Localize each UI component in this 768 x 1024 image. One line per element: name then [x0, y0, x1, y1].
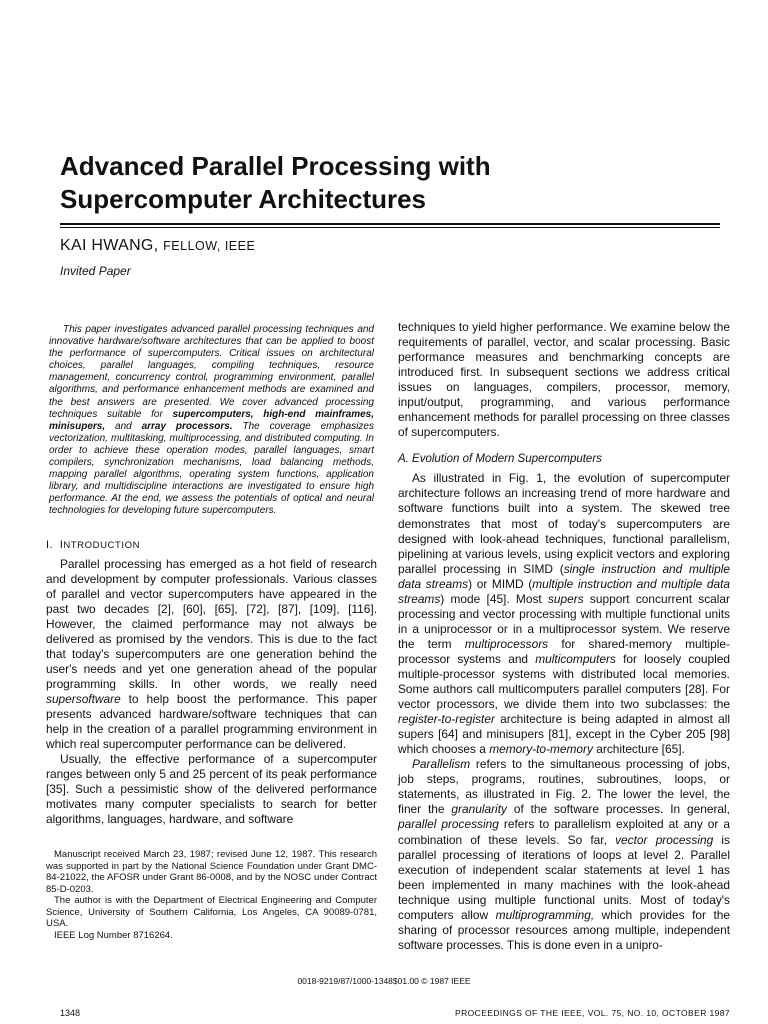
- page-number: 1348: [60, 1008, 81, 1018]
- section-heading-introduction: I. INTRODUCTION: [46, 538, 141, 551]
- footnote-received: Manuscript received March 23, 1987; revised June 12, 1987. This research was supported in part by the National Science Foundation under Grant DMC-84-21022, the AFOSR under Grant 86-0008, and by the NOSC under Contract 85-D-0203.: [46, 849, 377, 895]
- author-name: KAI HWANG,: [60, 237, 159, 254]
- footnote-affiliation: The author is with the Department of Electrical Engineering and Computer Science, University of Southern California, Los Angeles, CA 90089-0781, USA.: [46, 895, 377, 930]
- subsection-heading-evolution: A. Evolution of Modern Supercomputers: [398, 453, 602, 466]
- right-intro-paragraph: techniques to yield higher performance. We examine below the requirements of parallel, vector, and scalar processing. Basic performance measures and benchmarking concepts are introduced first. In subsequent sections we address critical issues on languages, compilers, processor, memory, input/output, programming, and various performance enhancement methods for parallel processing on three classes of supercomputers.: [398, 320, 730, 440]
- copyright-line: 0018-9219/87/1000-1348$01.00 © 1987 IEEE: [297, 976, 471, 986]
- abstract: This paper investigates advanced parallel processing techniques and innovative hardware/software architectures that can be applied to boost the performance of supercomputers. Critical issues on architectural choices, parallel languages, compiling techniques, resource management, concurrency control, programming environment, parallel algorithms, and performance enhancement methods are examined and the best answers are presented. We cover advanced processing techniques suitable for supercomputers, high-end mainframes, minisupers, and array processors. The coverage emphasizes vectorization, multitasking, multiprocessing, and distributed computing. In order to achieve these operation modes, parallel languages, smart compilers, synchronization mechanisms, load balancing methods, mapping parallel algorithms, operating system functions, application library, and multidiscipline interactions are investigated to ensure high performance. At the end, we assess the potentials of optical and neural technologies for developing future supercomputers.: [49, 324, 375, 517]
- footnote-log-number: IEEE Log Number 8716264.: [54, 929, 173, 941]
- journal-citation: PROCEEDINGS OF THE IEEE, VOL. 75, NO. 10, OCTOBER 1987: [455, 1008, 730, 1018]
- footnote: [46, 849, 377, 941]
- title-rule-thick: [60, 223, 720, 225]
- title-rule-thin: [60, 227, 720, 228]
- right-column: [398, 320, 730, 953]
- left-column: [46, 324, 377, 941]
- author-affiliation: FELLOW, IEEE: [163, 239, 256, 253]
- evolution-paragraph-2: Parallelism refers to the simultaneous processing of jobs, job steps, programs, routines, subroutines, loops, or statements, as illustrated in Fig. 2. The lower the level, the finer the granularity of the software processes. In general, parallel processing refers to parallelism exploited at any or a combination of these levels. So far, vector processing is parallel processing of iterations of loops at level 2. Parallel execution of independent scalar statements at level 1 has been implemented in many machines with the look-ahead technique using multiple functional units. Most of today's computers allow multiprogramming, which provides for the sharing of processor resources among multiple, independent software processes. This is done even in a unipro-: [398, 757, 731, 952]
- paper-title: [60, 150, 720, 216]
- author-line: [60, 237, 255, 255]
- intro-paragraph-2: Usually, the effective performance of a supercomputer ranges between only 5 and 25 percent of its peak performance [35]. Such a pessimistic show of the delivered performance motivates many computer specialists to search for better algorithms, languages, hardware, and software: [46, 752, 377, 827]
- title-line-1: Advanced Parallel Processing with: [60, 151, 491, 181]
- abstract-bold-2: array processors.: [141, 420, 233, 432]
- paper-type: Invited Paper: [60, 264, 131, 278]
- evolution-paragraph-1: As illustrated in Fig. 1, the evolution of supercomputer architecture follows an increasing trend of more hardware and software functions built into a system. The skewed tree demonstrates that most of today's supercomputers are designed with look-ahead techniques, functional parallelism, pipelining at various levels, using explicit vectors and exploring parallel processing in SIMD (single instruction and multiple data streams) or MIMD (multiple instruction and multiple data streams) mode [45]. Most supers support concurrent scalar processing and vector processing with multiple functional units in a uniprocessor or in a multiprocessor system. We reserve the term multiprocessors for shared-memory multiple-processor systems and multicomputers for loosely coupled multiple-processor systems with distributed local memories. Some authors call multicomputers parallel computers [28]. For vector processors, we divide them into two subclasses: the register-to-register architecture is being adapted in almost all supers [64] and minisupers [81], except in the Cyber 205 [98] which chooses a memory-to-memory architecture [65].: [398, 471, 731, 757]
- intro-paragraph-1: Parallel processing has emerged as a hot field of research and development by computer professionals. Various classes of parallel and vector supercomputers have appeared in the past two decades [2], [60], [65], [72], [87], [109], [116]. However, the claimed performance may not always be delivered as promised by the vendors. This is due to the fact that today's supercomputers are one generation behind the user's needs and yet one generation ahead of the popular programming skills. In other words, we really need supersoftware to help boost the performance. This paper presents advanced hardware/software techniques that can help in the creation of a parallel programming environment in which real supercomputer performance can be delivered.: [46, 556, 377, 752]
- title-line-2: Supercomputer Architectures: [60, 184, 427, 214]
- abstract-bold-1: supercomputers, high-end mainframes, minisupers,: [49, 408, 375, 432]
